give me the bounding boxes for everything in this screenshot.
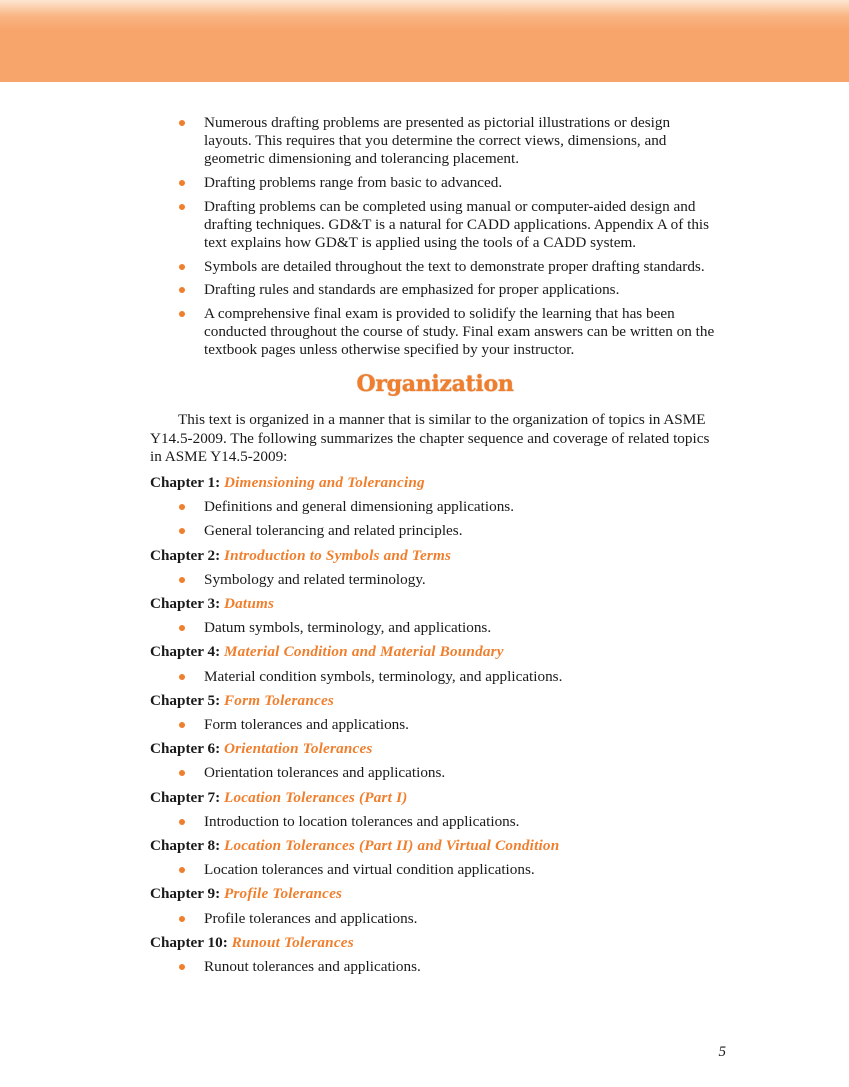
chapter-title: Datums — [223, 595, 275, 613]
bullet-icon — [179, 722, 185, 728]
chapter-bullet-list — [150, 764, 720, 782]
chapter-bullet-list — [150, 861, 720, 879]
list-item-text: Profile tolerances and applications. — [204, 909, 418, 927]
chapter-title: Runout Tolerances — [231, 933, 354, 951]
list-item-text: Symbols are detailed throughout the text to demonstrate proper drafting standards. — [204, 257, 705, 275]
bullet-icon — [179, 311, 185, 317]
list-item — [150, 861, 720, 879]
chapter-block-3 — [150, 595, 720, 637]
chapter-heading — [150, 474, 720, 492]
chapter-label: Chapter 1: — [150, 474, 221, 491]
list-item — [150, 198, 720, 253]
chapter-label: Chapter 4: — [150, 643, 221, 661]
page-number: 5 — [718, 1044, 726, 1060]
list-item — [150, 498, 720, 516]
chapter-bullet-list — [150, 619, 720, 637]
chapter-label: Chapter 6: — [150, 740, 221, 758]
chapter-block-7 — [150, 789, 720, 831]
list-item — [150, 764, 720, 782]
chapter-heading — [150, 643, 720, 661]
chapter-heading — [150, 692, 720, 710]
chapter-title: Orientation Tolerances — [223, 740, 373, 758]
list-item-text: Drafting problems range from basic to advanced. — [204, 174, 503, 191]
list-item — [150, 716, 720, 734]
page-content — [150, 114, 720, 982]
list-item-text: A comprehensive final exam is provided to solidify the learning that has been conducted throughout the course of study. Final exam answers can be written on the textbook pages unless otherwise specified by your instructor. — [204, 304, 715, 359]
chapter-block-8 — [150, 837, 720, 879]
list-item-text: Numerous drafting problems are presented as pictorial illustrations or design layouts. This requires that you determine the correct views, dimensions, and geometric dimensioning and tolerancing placement. — [204, 114, 671, 168]
list-item-text: Introduction to location tolerances and applications. — [204, 812, 520, 830]
list-item — [150, 619, 720, 637]
chapter-title: Location Tolerances (Part II) and Virtual Condition — [223, 837, 560, 855]
chapter-label: Chapter 5: — [150, 691, 221, 709]
list-item — [150, 910, 720, 928]
chapter-label: Chapter 7: — [150, 788, 221, 806]
bullet-icon — [179, 504, 185, 510]
chapter-heading — [150, 837, 720, 855]
chapter-block-10 — [150, 934, 720, 976]
organization-intro: This text is organized in a manner that is similar to the organization of topics in ASME Y14.5-2009. The following summarizes the chapter sequence and coverage of related topics in ASME Y14.5-2009: — [150, 411, 710, 465]
list-item — [150, 281, 720, 299]
chapter-label: Chapter 8: — [150, 837, 221, 855]
list-item-text: Definitions and general dimensioning applications. — [204, 498, 515, 516]
bullet-icon — [179, 180, 185, 186]
chapter-block-1 — [150, 474, 720, 541]
bullet-icon — [179, 577, 185, 583]
chapter-block-6 — [150, 740, 720, 782]
list-item-text: General tolerancing and related principles. — [204, 522, 463, 540]
list-item-text: Drafting rules and standards are emphasized for proper applications. — [204, 281, 620, 299]
chapter-label: Chapter 10: — [150, 933, 228, 951]
chapter-label: Chapter 2: — [150, 546, 221, 564]
list-item-text: Form tolerances and applications. — [204, 716, 409, 734]
intro-bullet-list — [150, 114, 720, 359]
list-item — [150, 114, 720, 169]
chapter-bullet-list — [150, 716, 720, 734]
chapter-heading — [150, 595, 720, 613]
bullet-icon — [179, 528, 185, 534]
chapter-title: Material Condition and Material Boundary — [223, 643, 504, 661]
chapter-title: Dimensioning and Tolerancing — [223, 474, 425, 491]
chapter-title: Introduction to Symbols and Terms — [223, 546, 452, 564]
chapter-bullet-list — [150, 813, 720, 831]
list-item — [150, 522, 720, 540]
list-item — [150, 668, 720, 686]
chapter-block-5 — [150, 692, 720, 734]
list-item-text: Orientation tolerances and applications. — [204, 764, 446, 782]
chapter-bullet-list — [150, 668, 720, 686]
chapter-heading — [150, 547, 720, 565]
chapter-title: Form Tolerances — [223, 691, 334, 709]
bullet-icon — [179, 120, 185, 126]
bullet-icon — [179, 916, 185, 922]
list-item-text: Symbology and related terminology. — [204, 570, 426, 588]
bullet-icon — [179, 674, 185, 680]
list-item-text: Material condition symbols, terminology, and applications. — [204, 667, 563, 685]
chapter-block-2 — [150, 547, 720, 589]
chapter-heading — [150, 789, 720, 807]
chapter-title: Location Tolerances (Part I) — [223, 788, 408, 806]
list-item — [150, 258, 720, 276]
chapter-label: Chapter 3: — [150, 595, 221, 613]
bullet-icon — [179, 819, 185, 825]
list-item-text: Drafting problems can be completed using manual or computer-aided design and drafting techniques. GD&T is a natural for CADD applications. Appendix A of this text explains how GD&T is applied using the tools of a CADD system. — [204, 197, 710, 251]
chapter-bullet-list — [150, 498, 720, 540]
chapter-heading — [150, 885, 720, 903]
bullet-icon — [179, 770, 185, 776]
chapter-heading — [150, 740, 720, 758]
list-item — [150, 813, 720, 831]
chapter-bullet-list — [150, 571, 720, 589]
list-item — [150, 174, 720, 192]
chapter-label: Chapter 9: — [150, 885, 221, 903]
bullet-icon — [179, 964, 185, 970]
list-item-text: Datum symbols, terminology, and applications. — [204, 619, 492, 637]
list-item-text: Location tolerances and virtual condition applications. — [204, 861, 535, 879]
header-band — [0, 0, 849, 82]
list-item — [150, 958, 720, 976]
chapter-bullet-list — [150, 910, 720, 928]
chapter-block-9 — [150, 885, 720, 927]
bullet-icon — [179, 287, 185, 293]
list-item-text: Runout tolerances and applications. — [204, 958, 421, 976]
bullet-icon — [179, 204, 185, 210]
chapter-bullet-list — [150, 958, 720, 976]
list-item — [150, 305, 720, 360]
chapter-heading — [150, 934, 720, 952]
section-title: Organization — [356, 371, 514, 398]
bullet-icon — [179, 625, 185, 631]
chapter-title: Profile Tolerances — [223, 885, 343, 903]
bullet-icon — [179, 867, 185, 873]
list-item — [150, 571, 720, 589]
bullet-icon — [179, 264, 185, 270]
chapter-block-4 — [150, 643, 720, 685]
